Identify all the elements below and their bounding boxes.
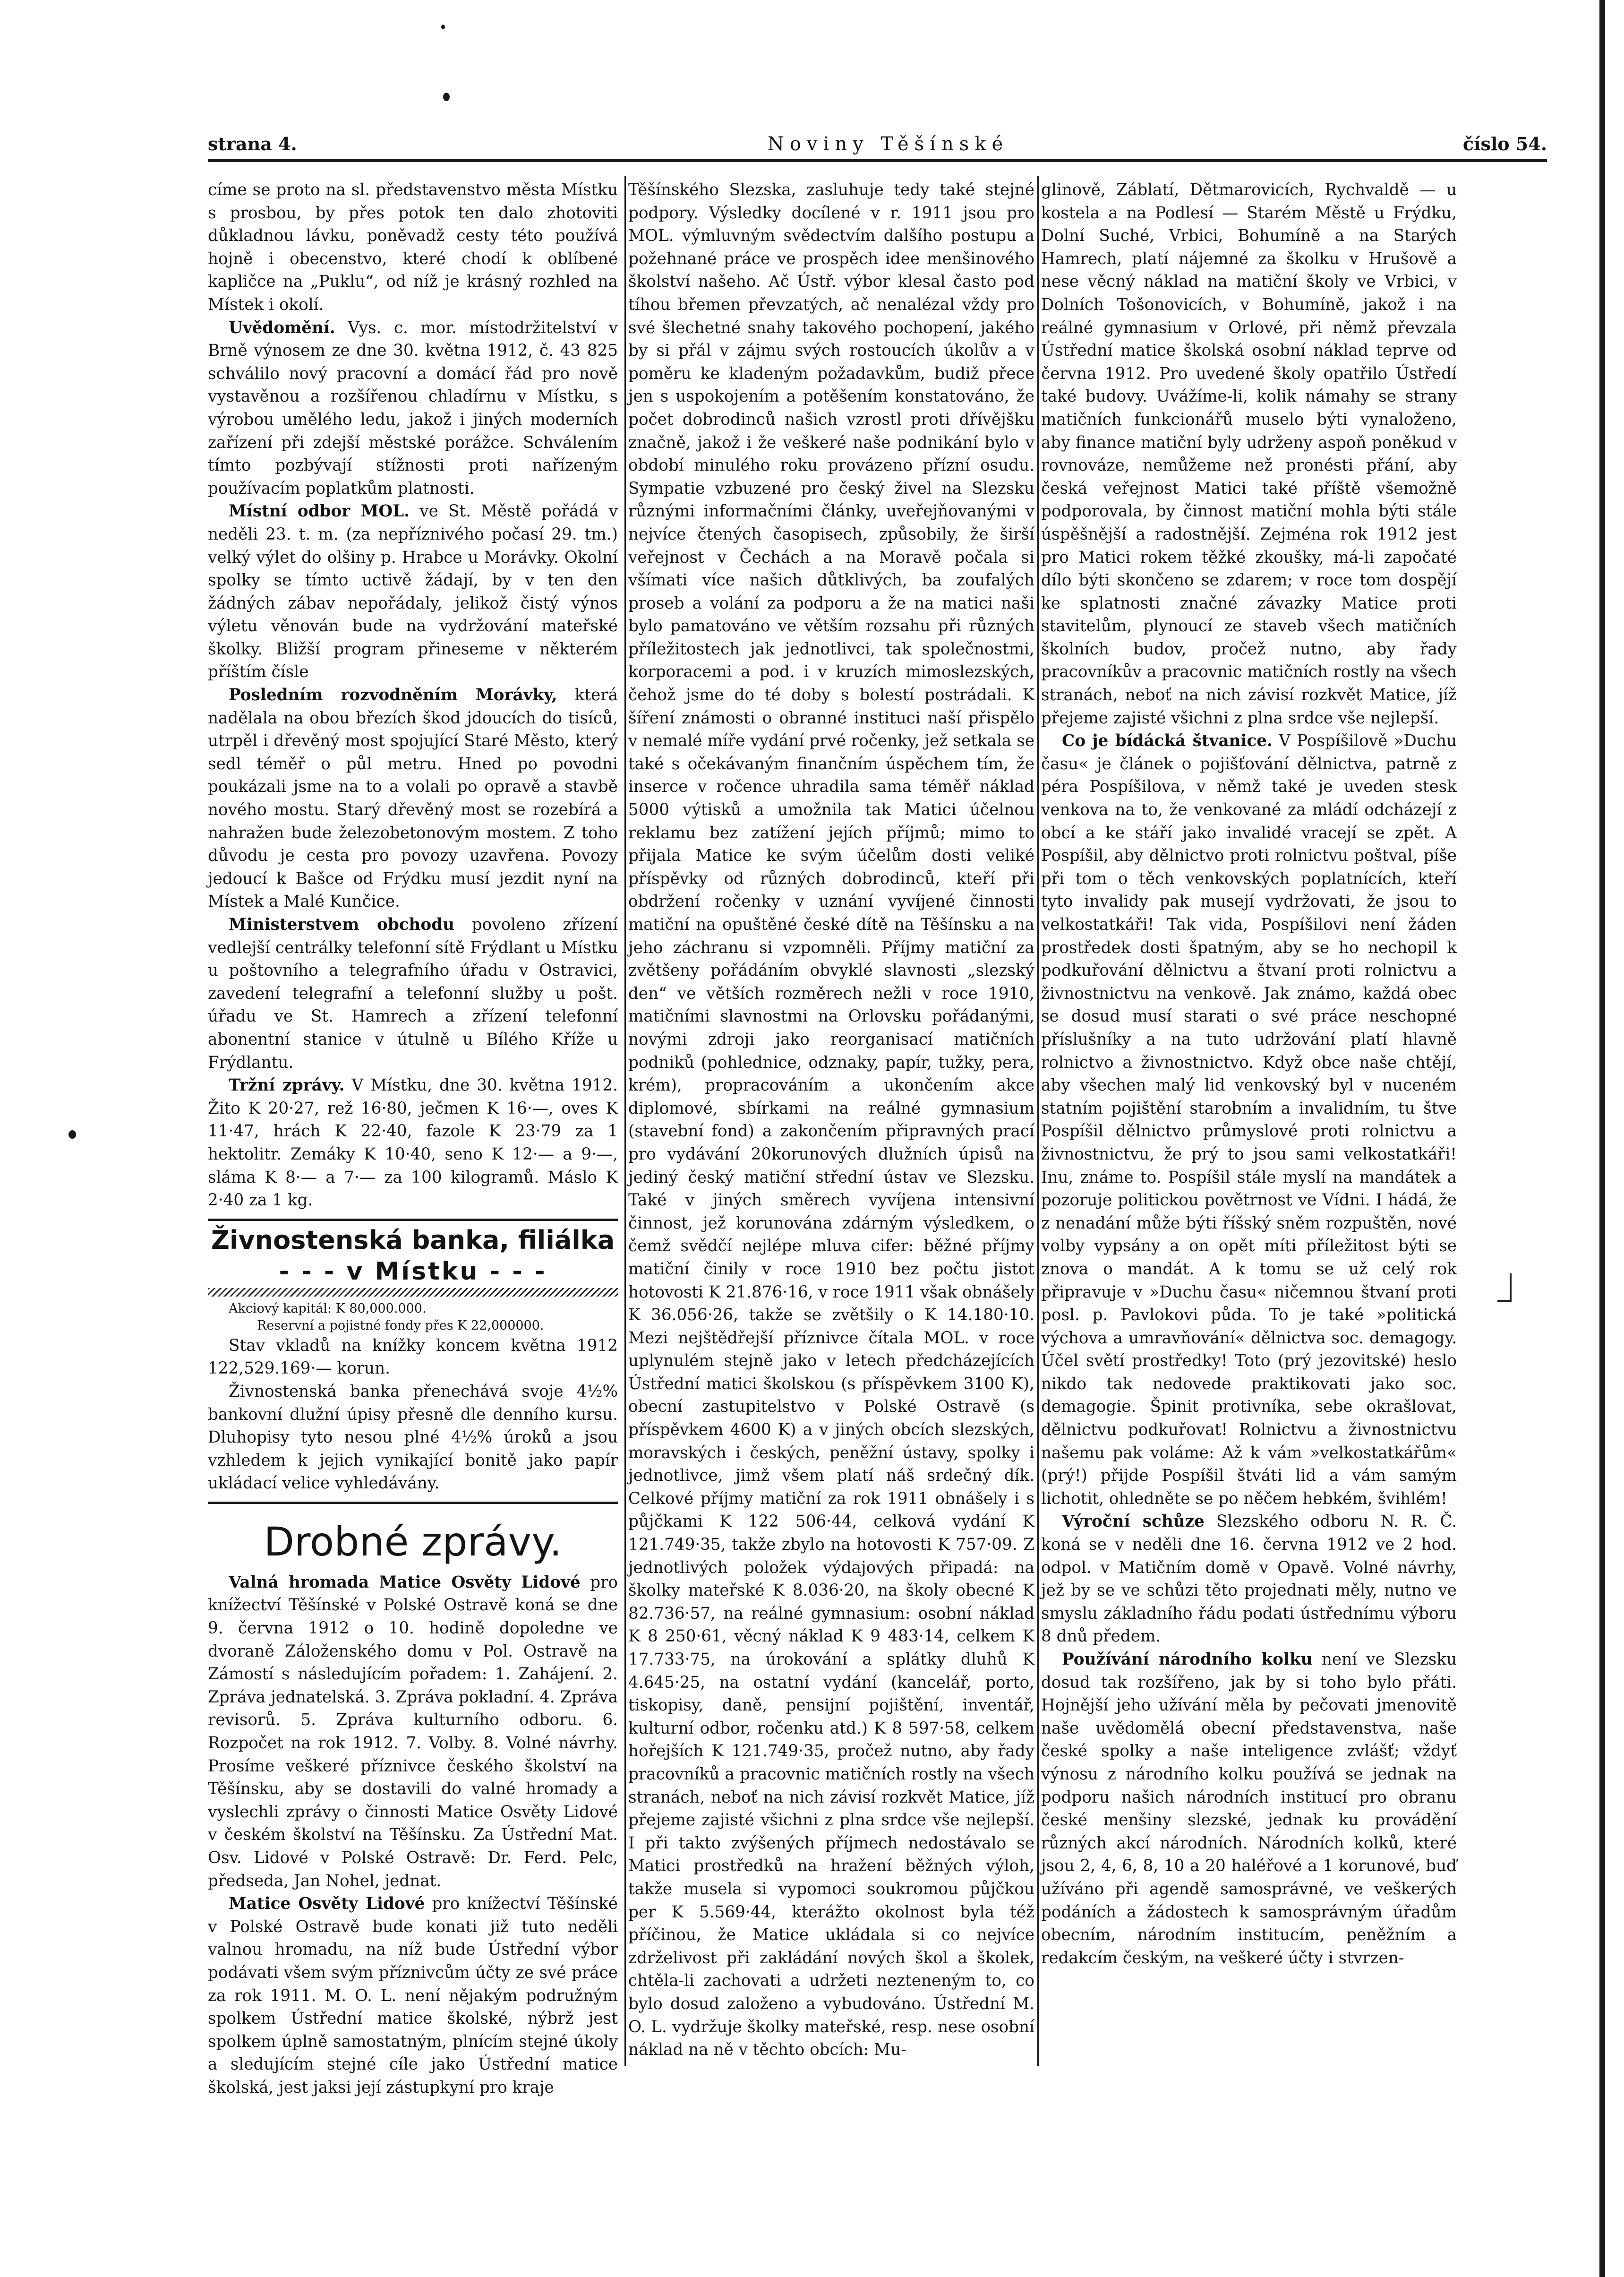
article-lead: Co je bídácká štvanice.: [1062, 731, 1273, 751]
advertisement-reserve: Reservní a pojistné fondy přes K 22,000000.: [257, 1318, 544, 1333]
advertisement-capital: Akciový kapitál: K 80,000.000.: [229, 1301, 427, 1316]
article-lead: Používání národního kolku: [1062, 1650, 1313, 1669]
article-body: V Pospíšilově »Duchu času« je článek o pojišťování dělnictva, patrně z péra Pospíšilova, v němž také je uveden stesk venkova na to, že venkované za mládí odcházejí z obcí a ke stáří jako invalidé vracejí se zpět. A Pospíšil, aby dělnictvo proti rolnictvu poštval, píše při tom o těch venkovských poplatnících, kteří tyto invalidy pak musejí vydržovati, že jsou to velkostatkáři! Tak vida, Pospíšilovi není žáden prostředek dosti špatným, aby se ho nechopil k podkuřování dělnictvu a štvaní proti rolnictvu a živnostnictvu na venkově. Jak známo, každá obec se dosud musí starati o své práce neschopné příslušníky a na tuto udržování platí hlavně rolnictvo a živnostnictvo. Když obce naše chtějí, aby všechen malý lid venkovský byl v nuceném statním pojištění starobním a invalidním, tu štve Pospíšil dělnictvo průmyslové proti rolnictvu a živnostnictvu, že prý to jsou sami velkostatkáři! Inu, známe to. Pospíšil stále myslí na mandátek a pozoruje politickou povětrnost ve Vídni. I hádá, že z nenadání může býti říšský sněm rozpuštěn, nové volby vypsány a on opět míti příležitost býti se znova o mandát. A k tomu se už celý rok připravuje v »Duchu času« ničemnou štvaní proti posl. p. Pavlokovi půda. To je také »politická výchova a umravňování« dělnictva soc. demagogy. Účel světí prostředky! Toto (prý jezovitské) heslo nikdo tak nedovede praktikovati jako soc. demagogie. Špinit protivníka, sebe okrašlovat, dělnictvu podkuřovat! Rolnictvu a živnostnictvu našemu pak voláme: Až k vám »velkostatkářům« (prý!) přijde Pospíšil štváti lid a vám samým lichotit, ohledněte se po něčem hebkém, švihlém!: [1041, 731, 1457, 1508]
column-rule-1: [624, 176, 626, 2066]
article-bidacka-stvanice: [1041, 730, 1457, 1510]
article-pukl-bridge: címe se proto na sl. představenstvo města Místku s prosbou, by přes potok ten dalo zhotoviti důkladnou lávku, poněvadž cesty této používá hojně i obecenstvo, které chodí k oblíbené kapličce na „Puklu“, od níž je krásný rozhled na Místek i okolí.: [208, 180, 618, 314]
advertisement-deposits: Stav vkladů na knížky koncem května 1912 122,529.169·— korun.: [208, 1336, 618, 1378]
article-body: Vys. c. mor. místodržitelství v Brně výnosem ze dne 30. května 1912, č. 43 825 schválilo nový pracovní a domácí řád pro nově vystavěnou a rozšířenou chladírnu v Místku, s výrobou umělého ledu, jakož i jiných moderních zařízení při zdejší městské porážce. Schválením tímto pozbývají stížnosti proti nařízeným používacím poplatkům platnosti.: [208, 318, 618, 498]
scan-speck: [68, 1130, 76, 1139]
advertisement-bank-subtitle: - - - v Místku - - -: [279, 1257, 547, 1286]
article-telephone: [208, 913, 618, 1074]
scan-speck: [443, 93, 450, 101]
advertisement-top-rule: [208, 1219, 618, 1221]
newspaper-title: Noviny Těšínské: [767, 133, 1009, 155]
article-uvedomeni: [208, 317, 618, 500]
article-matice-osvety: [208, 1892, 618, 2099]
page-edge-border: [1599, 0, 1605, 2277]
article-lead: Výroční schůze: [1062, 1512, 1205, 1531]
article-lead: Ministerstvem obchodu: [229, 915, 454, 934]
article-body: která nadělala na obou březích škod jdoucích do tisíců, utrpěl i dřevěný most spojující Staré Město, který sedl téměř o půl metru. Hned po povodni poukázali jsme na to a volali po opravě a stavbě nového mostu. Starý dřevěný most se rozebírá a nahražen bude železobetonovým mostem. Z toho důvodu je cesta pro povozy uzavřena. Povozy jedoucí k Bašce od Frýdku musí jezdit nyní na Místek a Malé Kunčice.: [208, 686, 618, 911]
header-rule: [208, 159, 1547, 162]
article-lead: Valná hromada Matice Osvěty Lidové: [229, 1572, 581, 1592]
article-lead: Tržní zprávy.: [229, 1076, 345, 1095]
article-body: Slezského odboru N. R. Č. koná se v neděli dne 16. června 1912 ve 2 hod. odpol. v Matičním domě v Opavě. Volné návrhy, jež by se ve schůzi těto projednati měly, nutno ve smyslu základního řádu podati ústřednímu výboru 8 dnů předem.: [1041, 1512, 1457, 1646]
article-mol-outing: [208, 500, 618, 684]
article-lead: Uvědomění.: [229, 318, 335, 337]
article-narodni-kolek: [1041, 1648, 1457, 1969]
article-matice-continued: Těšínského Slezska, zasluhuje tedy také stejné podpory. Výsledky docílené v r. 1911 jsou pro MOL. výmluvným svědectvím dalšího postupu a požehnané práce ve prospěch idee menšinového školství našeho. Ač Ústř. výbor klesal často pod tíhou břemen převzatých, ač nenalézal vždy pro své šlechetné snahy takového pochopení, jakého by si přál v zájmu svých rostoucích úkolův a v poměru ke kladeným požadavkům, budiž přece jen s uspokojením a potěšením konstatováno, že počet dobrodinců našich vzrostl proti dřívějšku značně, jakož i že veškeré naše podnikání bylo v období minulého roku provázeno přízní osudu. Sympatie vzbuzené pro český živel na Slezsku různými informačními články, uveřejňovanými v nejvíce čtených časopisech, způsobily, že širší veřejnost v Čechách a na Moravě počala si všímati více našich důtklivých, ba zoufalých proseb a volání za podporu a že na matici naši bylo pamatováno ve větším rozsahu při různých příležitostech jak jednotlivci, tak společnostmi, korporacemi a pod. i v kruzích mimoslezských, čehož jsme do té doby s bolestí postrádali. K šíření známosti o obranné instituci naší přispělo v nemalé míře vydání prvé ročenky, jež setkala se také s očekávaným finančním úspěchem tím, že inserce v ročence uhradila sama téměř náklad 5000 výtisků a umožnila tak Matici účelnou reklamu bez zatížení jejích příjmů; mimo to přijala Matice ke svým účelům dosti veliké příspěvky od různých dobrodinců, kteří při obdržení ročenky v uznání vyvíjené činnosti matiční na opuštěné české dítě na Těšínsku a na jeho záchranu si vzpomněli. Příjmy matiční za zvětšeny pořádáním obvyklé slavnosti „slezský den“ ve větších rozměrech nežli v roce 1910, matičními slavnostmi na Orlovsku pořádanými, novými zdroji jako reorganisací matičních podniků (pohlednice, odznaky, papír, tužky, pera, krém), propracováním a ukončením akce diplomové, sbírkami na reálné gymnasium (stavební fond) a zakončením připravných prací pro vydávání 20korunových dlužních úpisů na jediný český matiční střední ústav ve Slezsku. Také v jiných směrech vyvíjena intensivní činnost, jež korunována zdárným výsledkem, o čemž svědčí nejlépe mluva cifer: běžné příjmy matiční činily v roce 1910 bez počtu jistot hotovosti K 21.876·16, v roce 1911 však obnášely K 36.056·26, takže se zvětšily o K 14.180·10. Mezi nejštědřejší příznivce čítala MOL. v roce uplynulém stejně jako v letech předcházejících Ústřední matici školskou (s příspěvkem 3100 K), obecní zastupitelstvo v Polské Ostravě (s příspěvkem 4600 K) a v jiných obcích slezských, moravských i českých, peněžní ústavy, spolky i jednotlivce, jimž všem platí náš srdečný dík. Celkové příjmy matiční za rok 1911 obnášely i s půjčkami K 122 506·44, celková vydání K 121.749·35, takže zbylo na hotovosti K 757·09. Z jednotlivých položek výdajových připadá: na školky mateřské K 8.036·20, na školy obecné K 82.736·57, na reálné gymnasium: osobní náklad K 8 250·61, věcný náklad K 9 483·14, celkem K 17.733·75, na úrokování a splátky dluhů K 4.645·25, na ostatní vydání (kancelář, porto, tiskopisy, daně, pensijní pojištění, inventář, kulturní odbor, ročenku atd.) K 8 597·58, celkem hořejších K 121.749·35, pročež nutno, aby řady pracovníků a pracovnic matičních rostly na všech stranách, neboť na nich závisí rozkvět Matice, jíž přejeme zajisté všichni z plna srdce vše nejlepší. I při takto zvýšených příjmech nedostávalo se Matici prostředků na hražení běžných výloh, takže musela si vypomoci soukromou půjčkou per K 5.569·44, kterážto okolnost byla též příčinou, že Matice ukládala si co nejvíce zdrželivost při zakládání nových škol a školek, chtěla-li zachovati a udržeti nezteneným to, co bylo dosud založeno a vybudováno. Ústřední M. O. L. vydržuje školky mateřské, resp. nese osobní náklad na ně v těchto obcích: Mu-: [628, 180, 1034, 2060]
column-rule-2: [1037, 176, 1039, 2066]
article-body: není ve Slezsku dosud tak rozšířeno, jak by si toho bylo přáti. Hojnější jeho užívání měla by pečovati jmenovitě naše uvědomělá obecní představenstva, naše české spolky a naše inteligence zvlášť; vždyť výnosu z národního kolku používá se jednak na podporu našich národních institucí pro obranu české menšiny slezské, jednak ku provádění různých akcí národních. Národních kolků, které jsou 2, 4, 6, 8, 10 a 20 haléřové a 1 korunové, buď užíváno při agendě samosprávné, ve veškerých podáních a žádostech k samosprávným úřadům obecním, národním institucím, peněžním a redakcím českým, na veškeré účty i stvrzen-: [1041, 1650, 1457, 1968]
advertisement-wave-rule: [208, 1288, 618, 1297]
article-valna-hromada: [208, 1571, 618, 1892]
article-body: povoleno zřízení vedlejší centrálky telefonní sítě Frýdlant u Místku u poštovního a telegrafního úřadu v Ostravici, zavedení telegrafní a telefonní služby u pošt. úřadu ve St. Hamrech a zřízení telefonní abonentní stanice v útulně u Bílého Kříže u Frýdlantu.: [208, 915, 618, 1072]
advertisement-bonds: Živnostenská banka přeneсhává svoje 4½% bankovní dlužní úpisy přesně dle denního kursu. Dluhopisy tyto nesou plné 4½% úroků a jsou vzhledem k jejich vynikající bonitě jako papír ukládací velice vyhledávány.: [208, 1382, 618, 1493]
article-lead: Posledním rozvodněním Morávky,: [229, 686, 557, 705]
article-body: pro knížectví Těšínské v Polské Ostravě koná se dne 9. června 1912 o 10. hodině dopoledne ve dvoraně Záloženského domu v Pol. Ostravě na Zámostí s následujícím pořadem: 1. Zahájení. 2. Zpráva jednatelská. 3. Zpráva pokladní. 4. Zpráva revisorů. 5. Zpráva kulturního odboru. 6. Rozpočet na rok 1912. 7. Volby. 8. Volné návrhy. Prosíme veškeré příznivce českého školství na Těšínsku, aby se dostavili do valné hromady a vyslechli zprávy o činnosti Matice Osvěty Lidové v českém školství na Těšínsku. Za Ústřední Mat. Osv. Lidové v Polské Ostravě: Dr. Ferd. Pelc, předseda, Jan Nohel, jednat.: [208, 1572, 618, 1890]
issue-number: číslo 54.: [1462, 133, 1547, 155]
article-body: V Místku, dne 30. května 1912. Žito K 20·27, rež 16·80, ječmen K 16·—, oves K 11·47, hrách K 22·40, fazole K 23·79 za 1 hektolitr. Zemáky K 10·40, seno K 12·— a 9·—, sláma K 8·— a 7·— za 100 kilogramů. Máslo K 2·40 za 1 kg.: [208, 1076, 618, 1210]
column-1: [208, 179, 618, 2097]
column-3: [1041, 179, 1457, 2002]
article-vyrocni-schuze: [1041, 1510, 1457, 1648]
advertisement-bank-title: Živnostenská banka, filiálka: [211, 1225, 615, 1255]
article-lead: Matice Osvěty Lidové: [229, 1894, 425, 1914]
page-number: strana 4.: [208, 133, 297, 155]
column-2: [628, 179, 1034, 2060]
article-body: pro knížectví Těšínské v Polské Ostravě bude konati již tuto neděli valnou hromadu, na níž bude Ústřední výbor podávati všem svým příznivcům účty ze své práce za rok 1911. M. O. L. není nějakým podružným spolkem Ústřední matice školské, nýbrž jest spolkem úplně samostatným, plnícím stejné úkoly a sledujícím stejné cíle jako Ústřední matice školská, jest jaksi její zástupkyní pro kraje: [208, 1894, 618, 2097]
handwritten-bracket-mark: [1497, 1273, 1512, 1302]
advertisement-bottom-rule: [208, 1502, 618, 1504]
article-market-report: [208, 1074, 618, 1212]
article-lead: Místní odbor MOL.: [229, 502, 410, 521]
scan-speck: [441, 25, 445, 29]
section-title-drobne-zpravy: Drobné zprávy.: [264, 1518, 562, 1565]
article-body: ve St. Městě pořádá v neděli 23. t. m. (za nepříznivého počasí 29. tm.) velký výlet do olšiny p. Hrabce u Morávky. Okolní spolky se tímto uctivě žádají, by v ten den žádných zábav nepořádaly, jelikož čistý výnos výletu věnován bude na vydržování mateřské školky. Bližší program přineseme v některém příštím čísle: [208, 502, 618, 682]
article-matice-schools: glinově, Záblatí, Dětmarovicích, Rychvaldě — u kostela a na Podlesí — Starém Městě u Frýdku, Dolní Suché, Vrbici, Bohumíně a na Starých Hamrech, platí nájemné za školku v Hrušově a nese věcný náklad na matiční školy ve Vrbici, v Dolních Tošonovicích, v Bohumíně, jakož i na reálné gymnasium v Orlové, při němž převzala Ústřední matice školská osobní náklad teprve od června 1912. Pro uvedené školy opatřilo Ústředí také budovy. Uvážíme-li, kolik námahy se strany matičních funkcionářů muselo býti vynaloženo, aby finance matiční byly udrženy aspoň poněkud v rovnováze, nemůžeme než pronésti přání, aby česká veřejnost Matici také příště všemožně podporovala, by činnost matiční mohla býti stále úspěšnější a radostnější. Zejména rok 1912 jest pro Matici rokem těžké zkoušky, má-li započaté dílo býti skončeno se zdarem; v roce tom dospějí ke splatnosti značné závazky Matice proti stavitelům, plynoucí ze staveb všech matičních školních budov, pročež nutno, aby řady pracovníkův a pracovnic matičních rostly na všech stranách, neboť na nich závisí rozkvět Matice, jíž přejeme zajisté všichni z plna srdce vše nejlepší.: [1041, 180, 1457, 728]
article-moravka-flood: [208, 684, 618, 913]
